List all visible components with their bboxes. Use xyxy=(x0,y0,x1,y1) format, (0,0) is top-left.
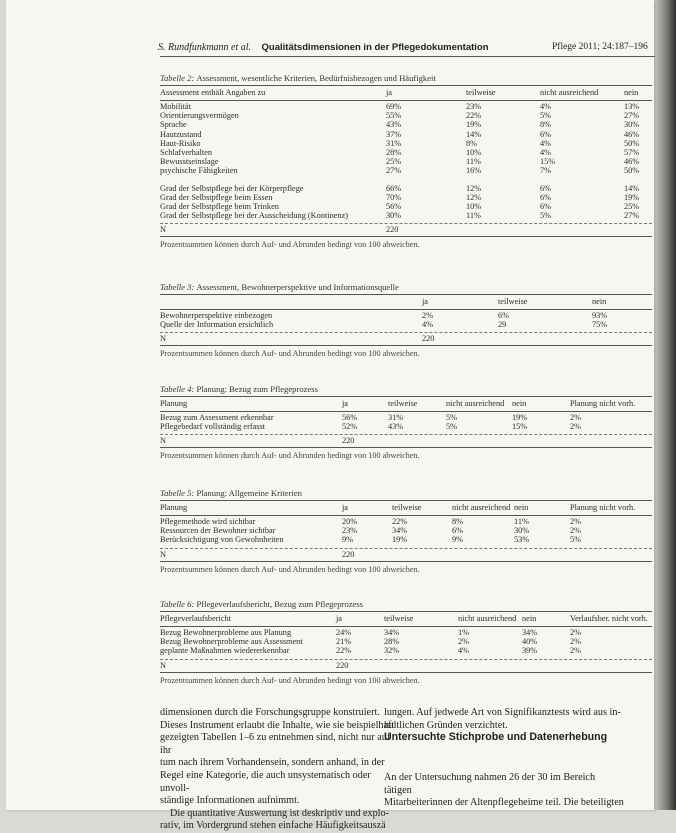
table-header-cell: Pflegeverlaufsbericht xyxy=(160,614,231,623)
table-header-row xyxy=(160,503,652,514)
table-cell: 1% xyxy=(458,628,470,637)
table-cell: 19% xyxy=(392,535,408,545)
table-cell: 4% xyxy=(458,646,470,656)
header-rule xyxy=(160,56,655,57)
table-caption-label: Tabelle 2: xyxy=(160,73,197,83)
table-cell: 93% xyxy=(592,311,608,320)
table-cell: 19% xyxy=(466,120,482,130)
table-cell: 4% xyxy=(540,148,552,157)
table-header-cell: teilweise xyxy=(392,503,422,512)
table-caption-text: Assessment, Bewohnerperspektive und Informationsquelle xyxy=(196,282,399,292)
table-header-cell: nein xyxy=(522,614,537,623)
table-cell: 14% xyxy=(624,183,640,193)
table-n-rule xyxy=(160,434,652,435)
table-cell: 53% xyxy=(514,535,530,545)
table-cell: Grad der Selbstpflege beim Trinken xyxy=(160,202,279,211)
table-header-rule xyxy=(160,309,652,310)
table-cell: 46% xyxy=(624,129,640,139)
body-text-line: haltlichen Gründen verzichtet. xyxy=(384,719,508,731)
table-cell: geplante Maßnahmen wiedererkennbar xyxy=(160,646,290,656)
table-cell: Bezug Bewohnerprobleme aus Planung xyxy=(160,628,292,637)
table-cell: Orientierungsvermögen xyxy=(160,111,239,121)
table-row xyxy=(160,211,652,222)
table-footnote: Prozentsummen können durch Auf- und Abrunden bedingt von 100 abweichen. xyxy=(160,451,420,461)
table-cell: 11% xyxy=(514,517,529,526)
table-cell: 24% xyxy=(336,628,352,637)
table-cell: 9% xyxy=(452,535,464,545)
table-caption xyxy=(160,73,436,83)
table-top-rule xyxy=(160,500,652,501)
table-n-value: 220 xyxy=(386,225,399,235)
table-cell: 2% xyxy=(570,526,582,536)
table-header-cell: nicht ausreichend xyxy=(458,614,517,623)
table-header-row xyxy=(160,399,652,410)
body-text-line: dimensionen durch die Forschungsgruppe konstruiert. xyxy=(160,707,380,718)
table-cell: 29 xyxy=(498,320,507,330)
table-cell: Bewohnerperspektive einbezogen xyxy=(160,311,273,320)
table-cell: Pflegemethode wird sichtbar xyxy=(160,517,256,526)
body-text-left-column xyxy=(160,707,400,833)
body-text-line: rativ, im Vordergrund stehen einfache Häufigkeitsauszä xyxy=(160,820,386,832)
table-cell: Haut-Risiko xyxy=(160,138,201,148)
table-cell: 7% xyxy=(540,166,552,176)
table-header-cell: teilweise xyxy=(466,88,496,97)
table-top-rule xyxy=(160,611,652,612)
table-cell: 27% xyxy=(624,211,640,221)
table-cell: 16% xyxy=(466,166,482,176)
table-footnote: Prozentsummen können durch Auf- und Abrunden bedingt von 100 abweichen. xyxy=(160,675,420,685)
table-cell: 21% xyxy=(336,637,352,647)
table-n-row xyxy=(160,334,652,345)
table-cell: 2% xyxy=(570,637,582,647)
table-caption-text: Planung: Allgemeine Kriterien xyxy=(196,488,302,498)
table-cell: 57% xyxy=(624,148,640,157)
table-header-cell: ja xyxy=(422,297,428,306)
table-footnote: Prozentsummen können durch Auf- und Abrunden bedingt von 100 abweichen. xyxy=(160,564,420,574)
body-text-line: Mitarbeiterinnen der Altenpflegeheime teil. Die beteiligten xyxy=(384,797,624,809)
table-n-label: N xyxy=(160,334,166,344)
table-cell: 52% xyxy=(342,422,358,432)
table-cell: 2% xyxy=(570,646,582,656)
table-cell: 2% xyxy=(570,413,582,422)
table-cell: 11% xyxy=(466,211,481,221)
table-header-cell: teilweise xyxy=(388,399,418,408)
table-cell: 8% xyxy=(452,517,464,526)
table-cell: 40% xyxy=(522,637,538,647)
table-n-row xyxy=(160,436,652,447)
table-footnote: Prozentsummen können durch Auf- und Abrunden bedingt von 100 abweichen. xyxy=(160,349,420,359)
table-header-cell: Verlaufsber. nicht vorh. xyxy=(570,614,648,623)
table-n-row xyxy=(160,661,652,672)
table-cell: 5% xyxy=(540,111,552,121)
table-cell: 6% xyxy=(540,183,552,193)
table-cell: 43% xyxy=(388,422,404,432)
table-caption-label: Tabelle 5: xyxy=(160,488,197,498)
running-head xyxy=(158,42,676,53)
table-row xyxy=(160,166,652,177)
table-cell: 6% xyxy=(540,129,552,139)
table-cell: 34% xyxy=(384,628,400,637)
table-footnote: Prozentsummen können durch Auf- und Abrunden bedingt von 100 abweichen. xyxy=(160,240,420,250)
table-cell: 4% xyxy=(540,102,552,111)
table-cell: 28% xyxy=(384,637,400,647)
table-cell: 39% xyxy=(522,646,538,656)
table-cell: Mobilität xyxy=(160,102,191,111)
table-header-cell: nicht ausreichend xyxy=(452,503,511,512)
table-cell: Pflegebedarf vollständig erfasst xyxy=(160,422,266,432)
table-cell: Bewusstseinslage xyxy=(160,157,219,167)
table-n-value: 220 xyxy=(342,436,355,446)
table-cell: 69% xyxy=(386,102,402,111)
body-text-line: An der Untersuchung nahmen 26 der 30 im Bereich tätigen xyxy=(384,772,596,796)
table-cell: 75% xyxy=(592,320,608,330)
table-cell: 2% xyxy=(570,422,582,432)
table-caption xyxy=(160,488,302,498)
table-header-cell: ja xyxy=(342,503,348,512)
table-header-cell: teilweise xyxy=(498,297,528,306)
table-cell: 2% xyxy=(570,628,582,637)
table-cell: 23% xyxy=(342,526,358,536)
table-cell: 43% xyxy=(386,120,402,130)
table-top-rule xyxy=(160,396,652,397)
table-cell: 2% xyxy=(458,637,470,647)
table-n-label: N xyxy=(160,436,166,446)
body-text-line: lungen. Auf jedwede Art von Signifikanztests wird aus in- xyxy=(384,707,621,718)
table-cell: Grad der Selbstpflege beim Essen xyxy=(160,192,273,202)
table-header-cell: Planung xyxy=(160,503,188,512)
body-text-right-column-2 xyxy=(384,772,624,810)
table-cell: 12% xyxy=(466,192,482,202)
table-cell: 2% xyxy=(570,517,582,526)
body-text-line: ständige Informationen aufnimmt. xyxy=(160,795,300,807)
table-header-rule xyxy=(160,411,652,412)
table-cell: 22% xyxy=(466,111,482,121)
table-cell: 27% xyxy=(624,111,640,121)
table-cell: 12% xyxy=(466,183,482,193)
table-cell: 34% xyxy=(392,526,408,536)
table-n-rule xyxy=(160,659,652,660)
table-n-label: N xyxy=(160,549,166,559)
body-text-line: Dieses Instrument erlaubt die Inhalte, wie sie beispielhaft xyxy=(160,719,395,731)
table-cell: 22% xyxy=(336,646,352,656)
table-n-rule xyxy=(160,332,652,333)
table-bottom-rule xyxy=(160,561,652,562)
table-header-cell: Planung nicht vorh. xyxy=(570,399,636,408)
table-bottom-rule xyxy=(160,236,652,237)
table-cell: 28% xyxy=(386,148,402,157)
table-cell: 55% xyxy=(386,111,402,121)
table-header-rule xyxy=(160,626,652,627)
table-cell: Berücksichtigung von Gewohnheiten xyxy=(160,535,284,545)
table-cell: Quelle der Information ersichtlich xyxy=(160,320,274,330)
table-cell: 5% xyxy=(570,535,582,545)
table-cell: Bezug zum Assessment erkennbar xyxy=(160,413,274,422)
table-caption xyxy=(160,282,399,292)
table-cell: Sprache xyxy=(160,120,187,130)
table-cell: 50% xyxy=(624,166,640,176)
body-text-line: tum nach ihrem Vorhandensein, sondern anhand, in der xyxy=(160,757,385,769)
table-cell: Grad der Selbstpflege bei der Körperpflege xyxy=(160,183,304,193)
table-bottom-rule xyxy=(160,672,652,673)
table-cell: Ressourcen der Bewohner sichtbar xyxy=(160,526,276,536)
table-caption-text: Planung: Bezug zum Pflegeprozess xyxy=(196,384,318,394)
table-n-value: 220 xyxy=(336,660,349,670)
table-header-cell: ja xyxy=(336,614,342,623)
table-cell: 15% xyxy=(540,157,556,167)
table-cell: 13% xyxy=(624,102,640,111)
table-cell: 2% xyxy=(422,311,434,320)
table-header-cell: Planung xyxy=(160,399,188,408)
table-caption-label: Tabelle 4: xyxy=(160,384,197,394)
table-cell: 25% xyxy=(624,202,640,211)
table-cell: 70% xyxy=(386,192,402,202)
table-cell: 5% xyxy=(446,422,458,432)
table-n-row xyxy=(160,225,652,236)
table-cell: 30% xyxy=(624,120,640,130)
table-row xyxy=(160,320,652,331)
table-cell: 31% xyxy=(388,413,404,422)
table-cell: 8% xyxy=(540,120,552,130)
table-cell: 6% xyxy=(540,202,552,211)
table-header-row xyxy=(160,88,652,99)
table-cell: 34% xyxy=(522,628,538,637)
body-text-right-column xyxy=(384,707,624,732)
body-text-line: Die quantitative Auswertung ist deskriptiv und explo- xyxy=(170,807,389,819)
table-header-cell: Planung nicht vorh. xyxy=(570,503,636,512)
table-cell: 5% xyxy=(446,413,458,422)
table-header-cell: Assessment enthält Angaben zu xyxy=(160,88,266,97)
table-caption-text: Pflegeverlaufsbericht, Bezug zum Pflegeprozess xyxy=(196,599,364,609)
table-cell: 30% xyxy=(386,211,402,221)
table-n-rule xyxy=(160,548,652,549)
table-cell: 66% xyxy=(386,183,402,193)
table-cell: 9% xyxy=(342,535,354,545)
table-header-cell: nein xyxy=(624,88,639,97)
table-header-row xyxy=(160,297,652,308)
table-cell: 56% xyxy=(386,202,402,211)
section-heading: Untersuchte Stichprobe und Datenerhebung xyxy=(384,731,608,743)
table-cell: Schlafverhalten xyxy=(160,148,213,157)
table-cell: 10% xyxy=(466,148,482,157)
table-cell: Bezug Bewohnerprobleme aus Assessment xyxy=(160,637,303,647)
table-n-row xyxy=(160,550,652,561)
table-caption-label: Tabelle 6: xyxy=(160,599,197,609)
table-header-rule xyxy=(160,515,652,516)
table-n-value: 220 xyxy=(422,334,435,344)
table-cell: 5% xyxy=(540,211,552,221)
running-head-journal: Pflege 2011; 24:187–196 xyxy=(552,42,648,52)
table-cell: 50% xyxy=(624,138,640,148)
table-row xyxy=(160,535,652,546)
table-cell: 19% xyxy=(624,192,640,202)
table-cell: 6% xyxy=(452,526,464,536)
table-cell: 6% xyxy=(498,311,510,320)
book-spine-shadow xyxy=(656,0,676,810)
table-top-rule xyxy=(160,294,652,295)
table-cell: Hautzustand xyxy=(160,129,202,139)
body-text-line: gezeigten Tabellen 1–6 zu entnehmen sind, nicht nur auf ihr xyxy=(160,732,391,756)
table-cell: 11% xyxy=(466,157,481,167)
table-cell: 22% xyxy=(392,517,408,526)
table-caption-text: Assessment, wesentliche Kriterien, Bedürfnisbezogen und Häufigkeit xyxy=(196,73,436,83)
table-cell: 25% xyxy=(386,157,402,167)
table-cell: 4% xyxy=(422,320,434,330)
table-header-cell: teilweise xyxy=(384,614,414,623)
table-header-rule xyxy=(160,100,652,101)
table-cell: psychische Fähigkeiten xyxy=(160,166,238,176)
table-cell: 32% xyxy=(384,646,400,656)
running-head-authors: S. Rundfunkmann et al. xyxy=(158,42,252,53)
table-header-cell: nein xyxy=(592,297,607,306)
table-n-label: N xyxy=(160,225,166,235)
running-head-title: Qualitätsdimensionen in der Pflegedokumentation xyxy=(261,42,489,53)
body-text-line: Regel eine Kategorie, die auch unsystematisch oder unvoll- xyxy=(160,769,371,794)
table-header-cell: ja xyxy=(342,399,348,408)
table-header-cell: ja xyxy=(386,88,392,97)
table-bottom-rule xyxy=(160,345,652,346)
table-n-rule xyxy=(160,223,652,224)
table-cell: 6% xyxy=(540,192,552,202)
table-cell: Grad der Selbstpflege bei der Ausscheidung (Kontinenz) xyxy=(160,211,349,221)
table-caption xyxy=(160,599,363,609)
table-caption-label: Tabelle 3: xyxy=(160,282,197,292)
table-cell: 27% xyxy=(386,166,402,176)
table-row xyxy=(160,646,652,657)
table-cell: 31% xyxy=(386,138,402,148)
table-header-cell: nicht ausreichend xyxy=(446,399,505,408)
table-cell: 14% xyxy=(466,129,482,139)
table-cell: 30% xyxy=(514,526,530,536)
table-cell: 20% xyxy=(342,517,358,526)
table-bottom-rule xyxy=(160,447,652,448)
table-cell: 8% xyxy=(466,138,478,148)
table-n-label: N xyxy=(160,660,166,670)
table-row xyxy=(160,422,652,433)
table-header-row xyxy=(160,614,652,625)
table-cell: 4% xyxy=(540,138,552,148)
table-top-rule xyxy=(160,85,652,86)
table-cell: 10% xyxy=(466,202,482,211)
table-caption xyxy=(160,384,318,394)
table-cell: 23% xyxy=(466,102,482,111)
table-cell: 56% xyxy=(342,413,358,422)
table-header-cell: nicht ausreichend xyxy=(540,88,599,97)
table-header-cell: nein xyxy=(512,399,527,408)
table-cell: 19% xyxy=(512,413,528,422)
table-cell: 37% xyxy=(386,129,402,139)
table-header-cell: nein xyxy=(514,503,529,512)
table-cell: 15% xyxy=(512,422,528,432)
table-cell: 46% xyxy=(624,157,640,167)
table-n-value: 220 xyxy=(342,549,355,559)
